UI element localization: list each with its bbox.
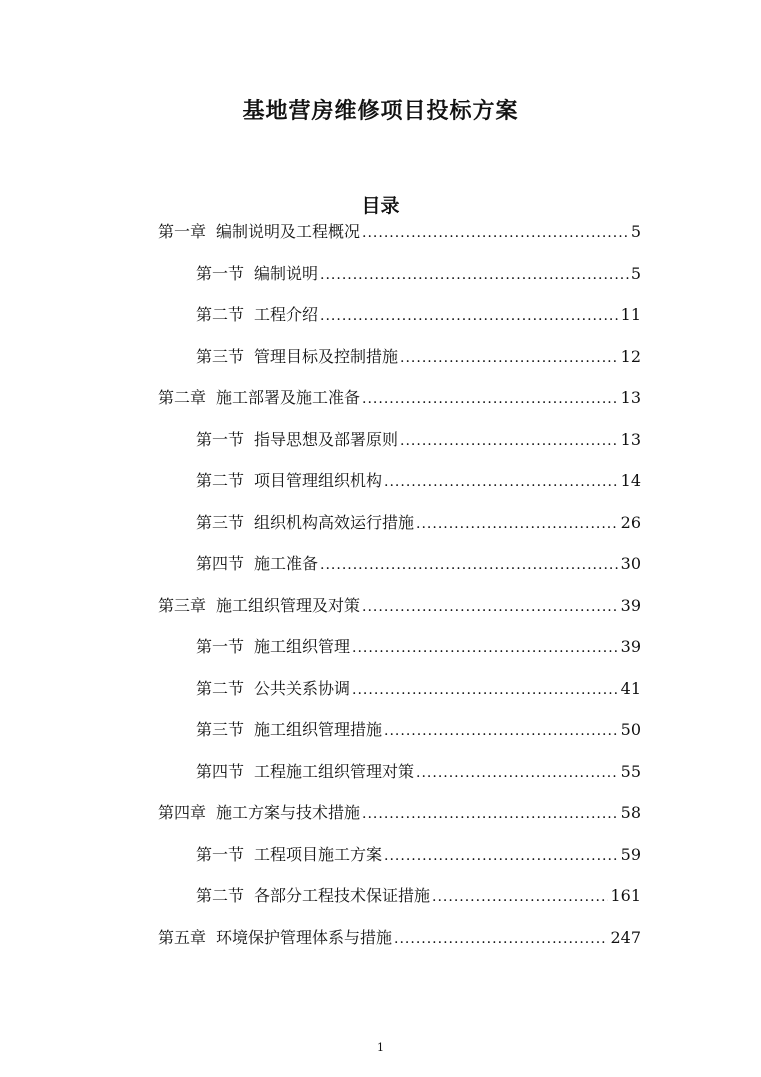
toc-entry-page: 39: [620, 637, 641, 656]
toc-entry-page: 13: [620, 388, 641, 407]
toc-entry-title: 工程施工组织管理对策: [254, 762, 415, 781]
toc-chapter-entry[interactable]: [158, 221, 641, 244]
toc-entry-number: 第一节: [196, 845, 245, 864]
toc-entry-title: 各部分工程技术保证措施: [254, 886, 431, 905]
toc-entry-number: 第二节: [196, 305, 245, 324]
toc-section-entry[interactable]: [196, 470, 641, 493]
toc-entry-title: 施工组织管理及对策: [216, 596, 361, 615]
toc-entry-title: 施工方案与技术措施: [216, 803, 361, 822]
toc-dot-leader: [362, 596, 619, 618]
toc-dot-leader: [320, 264, 629, 286]
toc-dot-leader: [416, 762, 619, 784]
toc-entry-title: 工程介绍: [254, 305, 319, 324]
toc-entry-title: 项目管理组织机构: [254, 471, 383, 490]
toc-entry-number: 第一章: [158, 222, 207, 241]
toc-section-entry[interactable]: [196, 636, 641, 659]
toc-entry-number: 第四章: [158, 803, 207, 822]
toc-entry-title: 施工组织管理: [254, 637, 351, 656]
toc-entry-number: 第三节: [196, 513, 245, 532]
toc-entry-page: 58: [620, 803, 641, 822]
toc-entry-page: 39: [620, 596, 641, 615]
toc-section-entry[interactable]: [196, 761, 641, 784]
toc-entry-title: 编制说明: [254, 264, 319, 283]
toc-entry-page: 41: [620, 679, 641, 698]
toc-dot-leader: [394, 928, 608, 950]
toc-chapter-entry[interactable]: [158, 387, 641, 410]
toc-entry-page: 50: [620, 720, 641, 739]
toc-entry-title: 管理目标及控制措施: [254, 347, 399, 366]
toc-entry-title: 编制说明及工程概况: [216, 222, 361, 241]
toc-entry-title: 施工准备: [254, 554, 319, 573]
toc-entry-page: 59: [620, 845, 641, 864]
toc-dot-leader: [416, 513, 619, 535]
toc-entry-page: 5: [630, 222, 641, 241]
document-title: 基地营房维修项目投标方案: [242, 99, 519, 124]
toc-entry-page: 12: [620, 347, 641, 366]
toc-entry-number: 第一节: [196, 430, 245, 449]
toc-entry-number: 第一节: [196, 637, 245, 656]
toc-chapter-entry[interactable]: [158, 595, 641, 618]
toc-dot-leader: [384, 720, 619, 742]
toc-chapter-entry[interactable]: [158, 927, 641, 950]
toc-entry-page: 26: [620, 513, 641, 532]
toc-entry-title: 施工组织管理措施: [254, 720, 383, 739]
toc-dot-leader: [384, 845, 619, 867]
toc-entry-title: 环境保护管理体系与措施: [216, 928, 393, 947]
toc-section-entry[interactable]: [196, 678, 641, 701]
toc-entry-title: 指导思想及部署原则: [254, 430, 399, 449]
toc-entry-number: 第三章: [158, 596, 207, 615]
toc-section-entry[interactable]: [196, 263, 641, 286]
toc-dot-leader: [352, 637, 619, 659]
toc-entry-page: 14: [620, 471, 641, 490]
toc-dot-leader: [320, 305, 619, 327]
toc-section-entry[interactable]: [196, 885, 641, 908]
toc-dot-leader: [362, 803, 619, 825]
toc-entry-number: 第二节: [196, 471, 245, 490]
toc-entry-number: 第三节: [196, 720, 245, 739]
toc-heading: 目录: [361, 195, 400, 217]
toc-dot-leader: [384, 471, 619, 493]
toc-entry-number: 第四节: [196, 762, 245, 781]
toc-dot-leader: [362, 388, 619, 410]
toc-dot-leader: [352, 679, 619, 701]
toc-section-entry[interactable]: [196, 719, 641, 742]
toc-entry-number: 第二节: [196, 679, 245, 698]
toc-dot-leader: [432, 886, 608, 908]
toc-section-entry[interactable]: [196, 512, 641, 535]
toc-entry-page: 247: [610, 928, 641, 947]
toc-entry-title: 组织机构高效运行措施: [254, 513, 415, 532]
toc-dot-leader: [400, 430, 619, 452]
toc-section-entry[interactable]: [196, 346, 641, 369]
toc-dot-leader: [320, 554, 619, 576]
toc-section-entry[interactable]: [196, 429, 641, 452]
toc-entry-number: 第三节: [196, 347, 245, 366]
toc-entry-page: 161: [610, 886, 641, 905]
toc-dot-leader: [362, 222, 629, 244]
toc-entry-title: 公共关系协调: [254, 679, 351, 698]
toc-entry-page: 13: [620, 430, 641, 449]
toc-dot-leader: [400, 347, 619, 369]
toc-entry-number: 第一节: [196, 264, 245, 283]
toc-entry-number: 第二节: [196, 886, 245, 905]
toc-entry-number: 第二章: [158, 388, 207, 407]
toc-entry-page: 55: [620, 762, 641, 781]
toc-entry-title: 工程项目施工方案: [254, 845, 383, 864]
toc-entry-title: 施工部署及施工准备: [216, 388, 361, 407]
toc-entry-page: 30: [620, 554, 641, 573]
toc-section-entry[interactable]: [196, 304, 641, 327]
toc-section-entry[interactable]: [196, 553, 641, 576]
toc-entry-number: 第四节: [196, 554, 245, 573]
toc-entry-page: 11: [620, 305, 641, 324]
toc-chapter-entry[interactable]: [158, 802, 641, 825]
page-number: 1: [377, 1041, 384, 1054]
toc-entry-number: 第五章: [158, 928, 207, 947]
toc-entry-page: 5: [630, 264, 641, 283]
toc-section-entry[interactable]: [196, 844, 641, 867]
